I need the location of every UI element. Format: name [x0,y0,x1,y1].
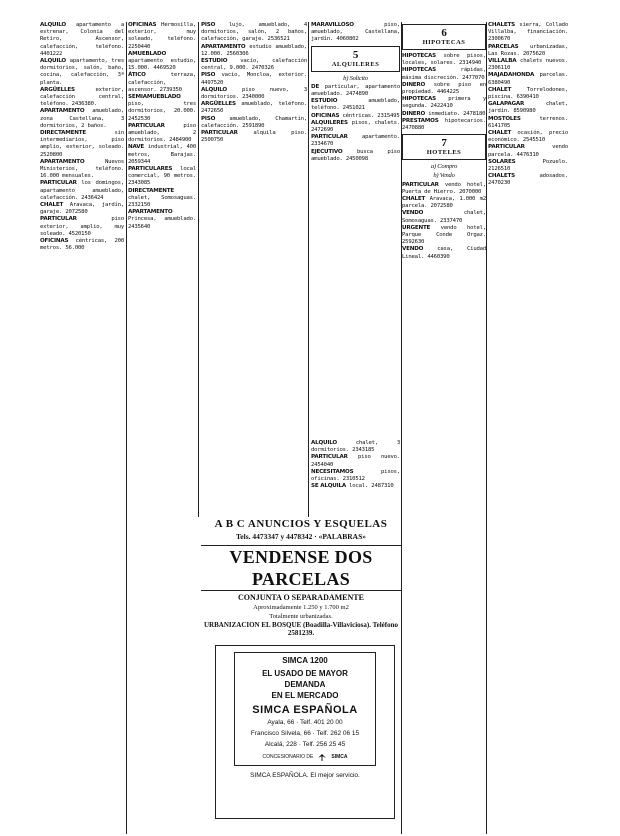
section-number: 5 [352,48,359,61]
entry-text: piso nuevo, 3 dormitorios. 2340000 [201,86,307,101]
section-header-hipotecas [402,24,486,50]
classified-entry [128,123,196,145]
entry-heading: MAJADAHONDA [488,72,535,79]
classified-entry [311,134,400,148]
entry-heading: HIPOTECAS [402,53,436,59]
entry-text: chalet, jardín. 8590980 [488,101,568,115]
entry-text: piso nuevo. 2454040 [311,454,400,468]
classified-entry [201,101,307,115]
entry-heading: EJECUTIVO [311,148,343,155]
entry-heading: ÁTICO [128,72,146,79]
entry-text: pisos, chalets. 2472690 [311,119,400,134]
classified-entry [128,22,196,51]
classified-entry [311,469,400,483]
entry-heading: PARTICULAR [128,122,165,129]
entry-text: Nuevos Ministerios, teléfono. 16.000 mensuales. [40,158,124,180]
entry-heading: ALQUILO [311,440,337,446]
classified-entry [402,210,486,224]
simca-box [234,652,376,766]
entry-heading: ALQUILO [40,58,66,65]
classified-entry [40,87,124,109]
entry-text: terraza, calefacción, ascensor. 2739350 [128,72,196,93]
entry-heading: CHALETS [488,173,515,180]
entry-text: amueblado, teléfono. 2472650 [201,101,307,115]
entry-text: ocasión, precio económico. 2545510 [488,130,568,144]
entry-text: industrial, 400 metros, Barajas. 2059344 [128,144,196,165]
classified-entry [311,483,400,490]
classified-entry [311,22,400,44]
simca-address: Francisco Silvela, 66 · Telf. 262 06 15 [250,730,360,737]
entry-heading: MOSTOLES [488,115,521,122]
entry-heading: PARTICULAR [40,180,77,187]
classified-entry [402,225,486,247]
entry-text: pisos, oficinas. 2310512 [311,468,400,483]
section-subtitle: b) Vendo [433,172,455,180]
ad-detail: Aproximadamente 1.250 y 1.700 m2 [253,604,349,611]
classified-entry [40,159,124,181]
section-title: HIPOTECAS [422,39,466,46]
entry-text: chalet, Somosaguas. 2332150 [128,194,196,209]
entry-text: Aravaca, jardín, garaje. 2072580 [40,202,124,216]
entry-text: casa, Ciudad Lineal. 4460390 [402,246,486,260]
entry-text: apartamento estudio, 15.000. 4469520 [128,58,196,72]
simca-model: SIMCA 1200 [282,656,328,665]
entry-heading: CHALET [488,130,512,137]
entry-heading: AMUEBLADO [128,50,167,57]
entry-heading: SOLARES [488,158,516,165]
classified-entry [488,87,568,101]
classified-entry [311,454,400,468]
entry-heading: APARTAMENTO [128,209,173,216]
entry-text: local. 2487310 [345,483,394,490]
entry-heading: MARAVILLOSO [311,22,354,28]
entry-heading: APARTAMENTO [40,158,85,165]
entry-text: amueblado, zona Castellana, 3 dormitorios, 2 baños. [40,108,124,129]
entry-text: piso, amueblado, Castellana, jardín. 4060802 [311,22,400,43]
entry-heading: DE [311,83,320,90]
entry-text: apartamento a estrenar, Colonia del Retiro, Ascensor, calefacción, teléfono. 4401222 [40,22,124,57]
entry-text: sierra, Collado Villalba, financiación. 2300670 [488,22,568,43]
entry-heading: PARTICULAR [402,181,439,188]
entry-text: Torrelodones, piscina. 6390410 [488,86,568,101]
entry-text: Princesa, amueblado. 2435640 [128,216,196,230]
entry-heading: PARTICULAR [201,130,238,137]
entry-heading: PARTICULAR [311,454,348,461]
entry-heading: OFICINAS [311,112,340,119]
entry-heading: ESTUDIO [311,98,338,105]
entry-heading: PARTICULARES [128,166,173,173]
entry-heading: PARTICULAR [488,144,525,151]
entry-text: piso amueblado, 2 dormitorios. 2484900 [128,122,196,144]
classified-entry [402,96,486,110]
column-rule [308,22,309,517]
classified-entry [488,72,568,86]
entry-heading: APARTAMENTO [40,108,85,115]
classified-entry [402,111,486,118]
entry-heading: ESTUDIO [201,58,228,65]
simca-address: Ayala, 66 · Telf. 401 20 00 [267,719,343,726]
classified-entry [488,144,568,158]
section-number: 6 [441,27,447,39]
classified-entry [201,72,307,86]
classified-entry [201,58,307,72]
entry-text: busca piso amueblado. 2450098 [311,148,400,162]
entry-text: local comercial, 90 metros. 2343085 [128,166,196,187]
entry-text: primera y segunda. 2422410 [402,96,486,110]
simca-line: EN EL MERCADO [271,691,339,700]
classified-entry [128,94,196,123]
entry-text: estudio amueblado, 12.000. 2560306 [201,43,307,57]
entry-heading: SE ALQUILA [311,483,346,490]
entry-text: céntricas. 2315495 [339,112,400,119]
ad-title: VENDENSE DOS PARCELAS [201,545,401,591]
ad-subtitle: CONJUNTA O SEPARADAMENTE [238,593,364,602]
simca-swallow-icon [317,752,327,762]
classified-column-5 [402,22,486,830]
section-number: 7 [441,137,447,150]
entry-heading: CHALETS [488,22,515,28]
entry-heading: CHALET [488,86,512,93]
classified-entry [488,173,568,187]
classified-entry [488,130,568,144]
entry-text: rápidas, máxima discreción. 2477070 [402,67,486,81]
column-rule [198,22,199,517]
classified-entry [311,440,400,454]
classified-entry [311,113,400,120]
entry-text: inmediato. 2478180 [425,110,486,117]
entry-heading: PISO [201,72,216,79]
classified-entry [40,216,124,238]
entry-heading: VENDO [402,246,424,253]
entry-text: apartamento, tres dormitorios, salón, baño, cocina, calefacción, 3ª planta. [40,58,124,86]
classified-entry [488,58,568,72]
entry-heading: DINERO [402,81,426,88]
entry-text: apartamento. 2334670 [311,134,400,148]
classified-column-1 [40,22,124,834]
classified-entry [402,82,486,96]
entry-heading: NAVE [128,144,144,151]
simca-line: DEMANDA [284,680,326,689]
entry-heading: NECESITAMOS [311,468,354,475]
entry-text: vendo parcela. 4476310 [488,144,568,158]
entry-heading: SEMIAMUEBLADO [128,94,181,101]
classified-column-3 [201,22,307,532]
entry-text: exterior, calefacción central, teléfono. 2436380. [40,86,124,108]
entry-text: Hermosilla, exterior, muy soleado, teléfono. 2250440 [128,22,196,50]
classified-entry [201,116,307,130]
entry-text: vacío, calefacción central, 9.000. 2470326 [201,58,307,72]
entry-heading: PISO [201,22,216,28]
section-subtitle: b) Solicito [343,74,368,82]
entry-heading: VILLALBA [488,58,517,65]
ad-phones: Tels. 4473347 y 4478342 · «PALABRAS» [235,532,366,541]
entry-heading: CHALET [40,202,64,209]
classified-entry [402,67,486,81]
simca-logo [235,752,375,762]
entry-text: urbanizadas, Las Rozas. 2075620 [488,43,568,57]
entry-heading: ALQUILO [201,86,227,93]
entry-heading: GALAPAGAR [488,101,525,108]
classified-entry [488,116,568,130]
entry-heading: DIRECTAMENTE [40,130,86,137]
entry-text: céntricas, 200 metros. 56.000 [40,238,124,252]
classified-entry [40,108,124,130]
entry-heading: OFICINAS [40,238,69,245]
entry-text: chalets nuevos. 2306110 [488,58,568,72]
entry-heading: APARTAMENTO [201,43,246,50]
entry-heading: PRESTAMOS [402,117,439,124]
classified-entry [128,209,196,231]
simca-footer: SIMCA ESPAÑOLA. El mejor servicio. [250,772,360,779]
entry-text: amueblado, Chamartín, calefacción. 2591890 [201,115,307,129]
column-rule [126,22,127,834]
classified-entry [201,87,307,101]
entry-heading: HIPOTECAS [402,96,436,103]
entry-heading: DIRECTAMENTE [128,187,174,194]
classified-entry [311,98,400,112]
entry-text: terrenos. 6141705 [488,115,568,129]
classified-entry [402,53,486,67]
entry-heading: PISO [201,115,216,122]
entry-text: piso, tres dormitorios, 20.000. 2452530 [128,101,196,122]
entry-heading: OFICINAS [128,22,157,28]
simca-line: EL USADO DE MAYOR [262,669,348,678]
entry-text: vendo hotel, Puerta de Hierro. 2070000 [402,181,486,195]
ad-contact: URBANIZACION EL BOSQUE (Boadilla-Villaviciosa). Teléfono 2581239. [203,621,399,637]
entry-heading: ALQUILERES [311,119,348,126]
classified-entry [40,22,124,58]
classified-entry [40,58,124,87]
section-header-hoteles [402,134,486,160]
entry-text: chalet, Somosaguas. 2337470 [402,210,486,224]
simca-logo-caption: CONCESIONARIO DE [262,754,314,760]
entry-heading: ARGÜELLES [40,86,75,93]
entry-text: piso exterior, amplio, muy soleado. 4520150 [40,216,124,237]
classified-entry [40,202,124,216]
entry-text: lujo, amueblado, 4 dormitorios, salón, 2 baños, calefacción, garaje. 2536521 [201,22,307,43]
entry-heading: PARTICULAR [311,134,348,141]
entry-text: hipotecarios. 2470880 [402,117,486,132]
classified-entry [488,101,568,115]
classified-entry [40,180,124,202]
classified-entry [40,238,124,252]
entry-text: vendo hotel, Parque Conde Orgaz. 2592630 [402,224,486,246]
entry-text: vacío, Moncloa, exterior. 4497520 [201,72,307,86]
entry-heading: URGENTE [402,224,431,231]
classified-entry [488,159,568,173]
entry-text: Aravaca, 1.000 m2 parcela. 2072580 [402,196,486,210]
entry-heading: ARGÜELLES [201,101,236,108]
simca-address: Alcalá, 228 · Telf. 256 25 45 [264,741,346,748]
classified-entry [128,144,196,166]
entry-text: los domingos, apartamento amueblado, calefacción. 2436424 [40,180,124,201]
classified-entry [128,51,196,73]
section-header-alquileres [311,46,400,72]
entry-heading: HIPOTECAS [402,67,436,74]
entry-heading: PARTICULAR [40,216,77,223]
simca-advertisement [215,645,395,819]
entry-text: particular, apartamento amueblado. 2474890 [311,83,400,98]
entry-heading: CHALET [402,196,426,203]
classified-entry [488,22,568,44]
classified-entry [128,166,196,188]
classified-entry [402,196,486,210]
entry-text: sin intermediarios, piso amplio, exterior, soleado. 2520800 [40,130,124,158]
entry-text: sobre piso en propiedad. 4464225 [402,81,486,96]
simca-logo-brand: SIMCA [331,754,348,760]
classified-entry [201,22,307,44]
entry-text: parcelas. 6380490 [488,72,568,86]
parcelas-advertisement [201,518,401,637]
classified-column-2 [128,22,196,542]
entry-heading: PARCELAS [488,43,519,50]
classified-entry [40,130,124,159]
entry-text: chalet, 3 dormitorios. 2343185 [311,440,400,454]
classified-entry [128,188,196,210]
entry-heading: VENDO [402,210,424,217]
section-subtitle: a) Compro [430,163,458,171]
classified-column-6 [488,22,568,830]
classified-entry [311,84,400,98]
classified-entry [201,44,307,58]
entry-text: alquila piso. 2500750 [201,130,307,144]
simca-brand: SIMCA ESPAÑOLA [252,704,358,716]
section-title: HOTELES [426,149,462,157]
classified-entry [201,130,307,144]
entry-heading: ALQUILO [40,22,66,28]
classified-entry [402,246,486,260]
classified-entry [402,118,486,132]
entry-text: Pozuelo. 2126510 [488,158,568,173]
entry-text: amueblado, teléfono. 2451021 [311,98,400,112]
classified-entry [311,120,400,134]
ad-heading: A B C ANUNCIOS Y ESQUELAS [214,518,388,530]
classified-entry [402,182,486,196]
classified-entry [488,44,568,58]
classified-entry [311,149,400,163]
ad-detail: Totalmente urbanizadas. [269,613,333,620]
classified-entry [128,72,196,94]
entry-heading: DINERO [402,110,426,117]
entry-text: sobre pisos, locales, solares. 2314940 [402,53,486,67]
section-title: ALQUILERES [331,60,380,68]
column-rule [486,22,487,834]
entry-text: adosados. 2470230 [488,173,568,187]
